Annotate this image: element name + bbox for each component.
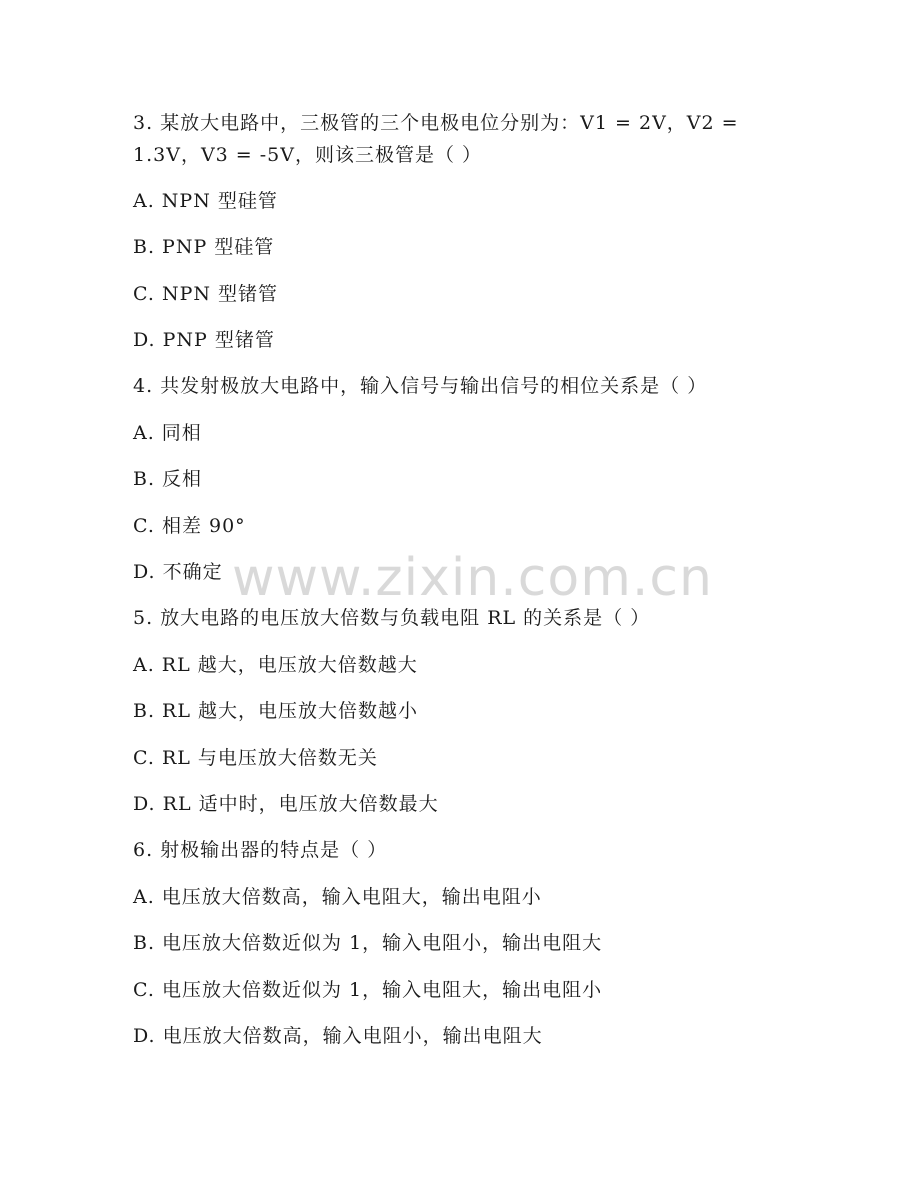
question-5-option-b: B. RL 越大，电压放大倍数越小 bbox=[133, 700, 419, 722]
question-6-option-a: A. 电压放大倍数高，输入电阻大，输出电阻小 bbox=[133, 886, 542, 908]
question-5-option-a: A. RL 越大，电压放大倍数越大 bbox=[133, 654, 418, 676]
question-3-stem-line1: 3. 某放大电路中，三极管的三个电极电位分别为：V1 = 2V，V2 = bbox=[133, 112, 739, 134]
question-3-option-d: D. PNP 型锗管 bbox=[133, 329, 275, 351]
question-6-option-b: B. 电压放大倍数近似为 1，输入电阻小，输出电阻大 bbox=[133, 932, 603, 954]
question-4-option-b: B. 反相 bbox=[133, 468, 203, 490]
question-6-stem: 6. 射极输出器的特点是（ ） bbox=[133, 839, 388, 861]
question-3-stem-line2: 1.3V，V3 = -5V，则该三极管是（ ） bbox=[133, 144, 483, 166]
question-4-option-d: D. 不确定 bbox=[133, 561, 223, 583]
question-5-option-c: C. RL 与电压放大倍数无关 bbox=[133, 747, 378, 769]
question-3-option-c: C. NPN 型锗管 bbox=[133, 283, 279, 305]
question-6-option-c: C. 电压放大倍数近似为 1，输入电阻大，输出电阻小 bbox=[133, 979, 603, 1001]
question-5-option-d: D. RL 适中时，电压放大倍数最大 bbox=[133, 793, 439, 815]
question-4-stem: 4. 共发射极放大电路中，输入信号与输出信号的相位关系是（ ） bbox=[133, 375, 708, 397]
question-5-stem: 5. 放大电路的电压放大倍数与负载电阻 RL 的关系是（ ） bbox=[133, 607, 651, 629]
question-3-option-b: B. PNP 型硅管 bbox=[133, 236, 275, 258]
watermark: www.zixin.com.cn bbox=[232, 548, 713, 608]
question-4-option-c: C. 相差 90° bbox=[133, 515, 246, 537]
question-3-option-a: A. NPN 型硅管 bbox=[133, 190, 278, 212]
question-4-option-a: A. 同相 bbox=[133, 422, 202, 444]
question-6-option-d: D. 电压放大倍数高，输入电阻小，输出电阻大 bbox=[133, 1025, 543, 1047]
